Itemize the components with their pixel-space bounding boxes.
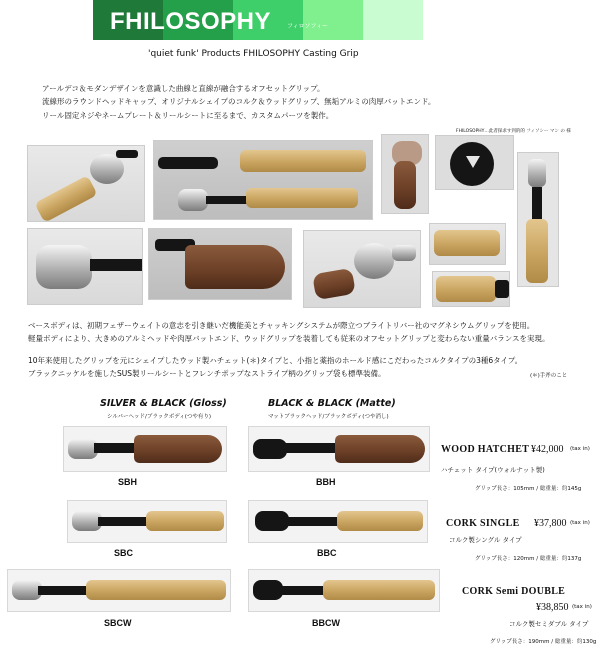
page-subtitle: 'quiet funk' Products FHILOSOPHY Casting Grip	[148, 49, 359, 59]
product-image-bbcw	[248, 569, 440, 612]
banner-segment-4	[303, 0, 363, 40]
body-line-2: 軽量ボディにより、大きめのアルミヘッドや肉厚バットエンド、ウッドグリップを装着しても従来のオフセットグリップと変わらない重量バランスを実現。	[28, 334, 550, 343]
product-tax-wood-hatchet: (tax in)	[570, 446, 590, 452]
product-spec-cork-semi-double: グリップ長さ：190mm / 総重量：約130g	[490, 639, 597, 645]
product-code-sbc: SBC	[114, 548, 134, 558]
product-name-wood-hatchet: WOOD HATCHET	[441, 444, 530, 455]
product-code-sbcw: SBCW	[104, 618, 132, 628]
photo-reel-grip	[27, 145, 145, 222]
note-line-1: 10年来使用したグリップを元にシェイプしたウッド製ハチェット(＊)タイプと、小指と薬指のホールド感にこだわったコルクタイプの3種6タイプ。	[28, 356, 523, 365]
product-image-sbcw	[7, 569, 231, 612]
photo-wood-hatchet	[148, 228, 292, 300]
product-image-sbh	[63, 426, 227, 472]
photo-cork-detail	[429, 223, 506, 265]
product-name-cork-single: CORK SINGLE	[446, 518, 520, 529]
product-spec-cork-single: グリップ長さ：120mm / 総重量：約137g	[475, 556, 582, 562]
photo-butt-end	[435, 135, 514, 190]
photo-two-grips	[153, 140, 373, 220]
column-title-black: BLACK & BLACK (Matte)	[268, 398, 396, 409]
product-code-sbh: SBH	[118, 477, 138, 487]
product-tax-cork-semi-double: (tax in)	[572, 604, 592, 610]
brand-logo-text: FHILOSOPHY	[110, 8, 272, 35]
product-code-bbh: BBH	[316, 477, 336, 487]
product-spec-wood-hatchet: グリップ長さ：105mm / 総重量：約145g	[475, 486, 582, 492]
product-price-wood-hatchet: ¥42,000	[531, 444, 564, 455]
column-title-silver: SILVER & BLACK (Gloss)	[100, 398, 227, 409]
product-code-bbcw: BBCW	[312, 618, 340, 628]
product-price-cork-single: ¥37,800	[534, 518, 567, 529]
photo-vertical-grip	[517, 152, 559, 287]
product-image-bbc	[248, 500, 428, 543]
product-image-sbc	[67, 500, 227, 543]
product-code-bbc: BBC	[317, 548, 337, 558]
footnote: (＊)手斧のこと	[530, 373, 568, 379]
photo-silver-head	[27, 228, 143, 305]
intro-line-1: アールデコ＆モダンデザインを意識した曲線と直線が融合するオフセットグリップ。	[42, 84, 325, 93]
product-type-wood-hatchet: ハチェット タイプ(ウォルナット製)	[441, 466, 545, 474]
photo-caption: FHILOSOPHY…此者探求す到的的 フィソシー マン の 様	[456, 129, 571, 134]
body-line-1: ベースボディは、初期フェザーウェイトの意志を引き継いだ機能美とチャッキングシステムが際立つブライトリバー社のマグネシウムグリップを使用。	[28, 321, 535, 330]
photo-hand-grip	[381, 134, 429, 214]
column-sub-black: マットブラックヘッド/ブラックボディ(つや消し)	[268, 414, 389, 420]
column-sub-silver: シルバーヘッド/ブラックボディ(つや有り)	[107, 414, 212, 420]
intro-line-2: 流線形のラウンドヘッドキャップ、オリジナルシェイプのコルク＆ウッドグリップ、無垢アルミの肉厚バットエンド。	[42, 97, 436, 106]
intro-line-3: リール固定ネジやネームプレート＆リールシートに至るまで、カスタムパーツを製作。	[42, 111, 334, 120]
photo-reel-wood	[303, 230, 421, 308]
brand-kana: フィロソフィー	[287, 23, 329, 30]
product-name-cork-semi-double: CORK Semi DOUBLE	[462, 586, 566, 597]
banner-segment-5	[363, 0, 423, 40]
photo-cork-butt	[432, 271, 510, 307]
product-image-bbh	[248, 426, 430, 472]
product-type-cork-single: コルク製シングル タイプ	[449, 536, 522, 544]
product-price-cork-semi-double: ¥38,850	[536, 602, 569, 613]
product-tax-cork-single: (tax in)	[570, 520, 590, 526]
note-line-2: ブラックニッケルを施したSUS製リールシートとフレンチポップなストライプ柄のグリップ袋も標準装備。	[28, 369, 386, 378]
product-type-cork-semi-double: コルク製セミダブル タイプ	[509, 620, 589, 628]
